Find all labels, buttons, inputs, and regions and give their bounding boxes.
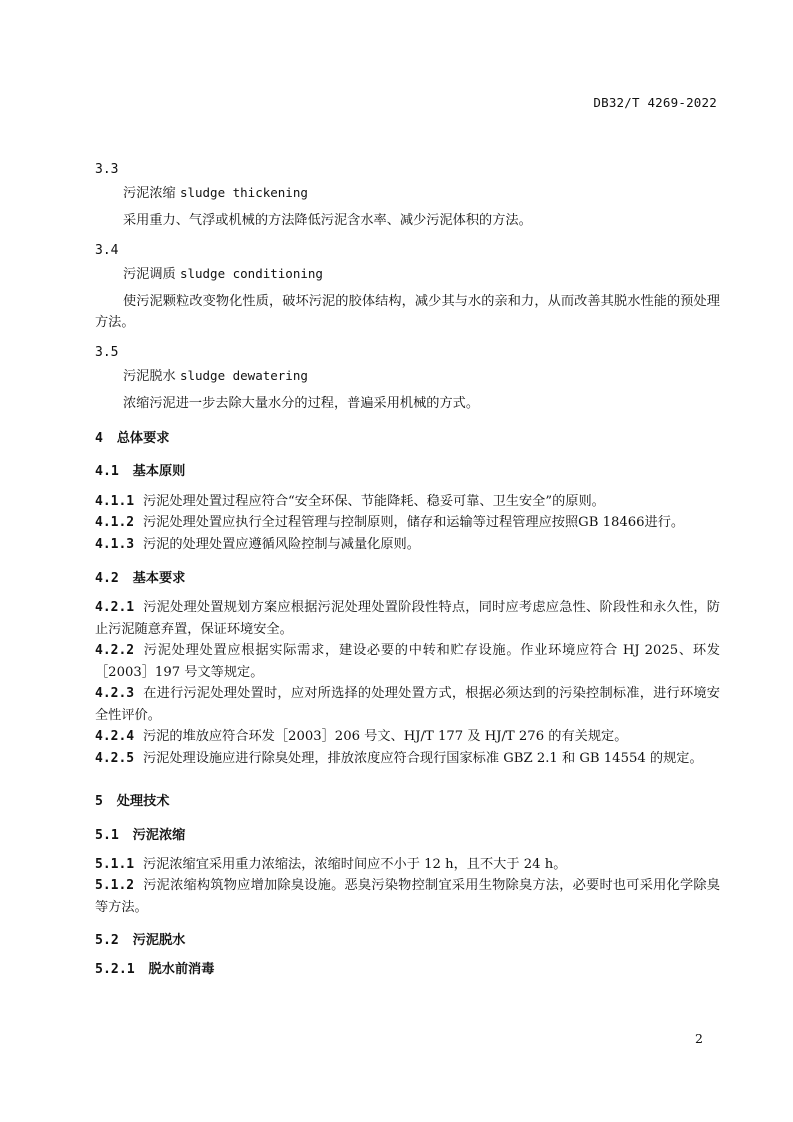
term-name-zh: 污泥浓缩 — [123, 185, 176, 201]
term-definition: 采用重力、气浮或机械的方法降低污泥含水率、减少污泥体积的方法。 — [123, 212, 532, 228]
clause — [95, 875, 720, 918]
section-heading — [95, 930, 720, 951]
section-number: 5.2 — [95, 933, 119, 949]
clause — [95, 512, 720, 534]
chapter-number: 4 — [95, 431, 103, 447]
clause-number: 4.2.1 — [95, 600, 135, 616]
clause-text: 污泥浓缩宜采用重力浓缩法，浓缩时间应不小于 12 h，且不大于 24 h。 — [143, 856, 567, 872]
term-name-zh: 污泥脱水 — [123, 369, 176, 385]
document-code: DB32/T 4269-2022 — [593, 95, 717, 110]
clause — [95, 748, 720, 770]
subsection-heading — [95, 959, 720, 980]
term-name-en: sludge conditioning — [179, 265, 323, 281]
clause-text: 污泥处理设施应进行除臭处理，排放浓度应符合现行国家标准 GBZ 2.1 和 GB 14554 的规定。 — [143, 750, 703, 766]
section-heading — [95, 461, 720, 482]
section-heading — [95, 568, 720, 589]
chapter-number: 5 — [95, 794, 103, 810]
term-name-en: sludge thickening — [179, 184, 308, 200]
clause-text: 在进行污泥处理处置时，应对所选择的处理处置方式，根据必须达到的污染控制标准，进行环境安全性评价。 — [95, 685, 720, 723]
clause-text: 污泥处理处置规划方案应根据污泥处理处置阶段性特点，同时应考虑应急性、阶段性和永久性，防止污泥随意弃置，保证环境安全。 — [95, 600, 720, 637]
clause — [95, 597, 720, 640]
clause-text: 污泥的堆放应符合环发［2003］206 号文、HJ/T 177 及 HJ/T 276 的有关规定。 — [143, 728, 628, 744]
term-number: 3.5 — [95, 345, 119, 361]
clause-text: 污泥的处理处置应遵循风险控制与减量化原则。 — [143, 537, 420, 553]
section-title: 污泥脱水 — [132, 933, 186, 949]
clause-number: 4.2.4 — [95, 728, 135, 744]
chapter-title: 总体要求 — [116, 431, 170, 447]
subsection-number: 5.2.1 — [95, 962, 135, 978]
term-number: 3.4 — [95, 243, 119, 259]
document-body — [95, 160, 720, 989]
clause-number: 4.1.2 — [95, 515, 135, 531]
section-number: 4.1 — [95, 464, 119, 480]
section-number: 4.2 — [95, 570, 119, 586]
term-number: 3.3 — [95, 162, 119, 177]
section-heading — [95, 825, 720, 846]
clause — [95, 726, 720, 748]
section-number: 5.1 — [95, 827, 119, 843]
clause-number: 4.1.1 — [95, 493, 135, 509]
term-entry — [95, 160, 720, 231]
chapter-heading — [95, 428, 720, 449]
section-title: 污泥浓缩 — [132, 827, 186, 843]
term-name — [123, 366, 720, 387]
clause-text: 污泥处理处置应根据实际需求，建设必要的中转和贮存设施。作业环境应符合 HJ 2025、环发［2003］197 号文等规定。 — [95, 642, 720, 680]
clause-text: 污泥浓缩构筑物应增加除臭设施。恶臭污染物控制宜采用生物除臭方法，必要时也可采用化学除臭等方法。 — [95, 878, 720, 916]
term-name — [123, 183, 720, 204]
clause-number: 5.1.2 — [95, 878, 135, 894]
term-name-en: sludge dewatering — [179, 368, 308, 384]
clause-text: 污泥处理处置过程应符合“安全环保、节能降耗、稳妥可靠、卫生安全”的原则。 — [143, 493, 605, 509]
section-title: 基本要求 — [132, 570, 186, 586]
term-name — [123, 264, 720, 285]
chapter-heading — [95, 791, 720, 812]
term-entry — [95, 241, 720, 333]
clause-number: 4.2.3 — [95, 685, 135, 701]
subsection-title: 脱水前消毒 — [148, 962, 215, 978]
clause — [95, 640, 720, 683]
term-definition: 浓缩污泥进一步去除大量水分的过程，普遍采用机械的方式。 — [123, 396, 480, 412]
clause-number: 4.1.3 — [95, 537, 135, 553]
section-title: 基本原则 — [132, 464, 186, 480]
clause — [95, 491, 720, 513]
clause — [95, 854, 720, 876]
clause-number: 4.2.5 — [95, 750, 135, 766]
term-name-zh: 污泥调质 — [123, 266, 176, 282]
clause-number: 4.2.2 — [95, 642, 135, 658]
clause — [95, 683, 720, 726]
chapter-title: 处理技术 — [116, 794, 170, 810]
term-definition: 使污泥颗粒改变物化性质，破坏污泥的胶体结构，减少其与水的亲和力，从而改善其脱水性能的预处理方法。 — [95, 293, 720, 331]
clause-text: 污泥处理处置应执行全过程管理与控制原则，储存和运输等过程管理应按照GB 18466进行。 — [143, 515, 685, 531]
term-entry — [95, 343, 720, 414]
clause-number: 5.1.1 — [95, 856, 135, 872]
clause — [95, 534, 720, 556]
page-number: 2 — [695, 1031, 703, 1046]
